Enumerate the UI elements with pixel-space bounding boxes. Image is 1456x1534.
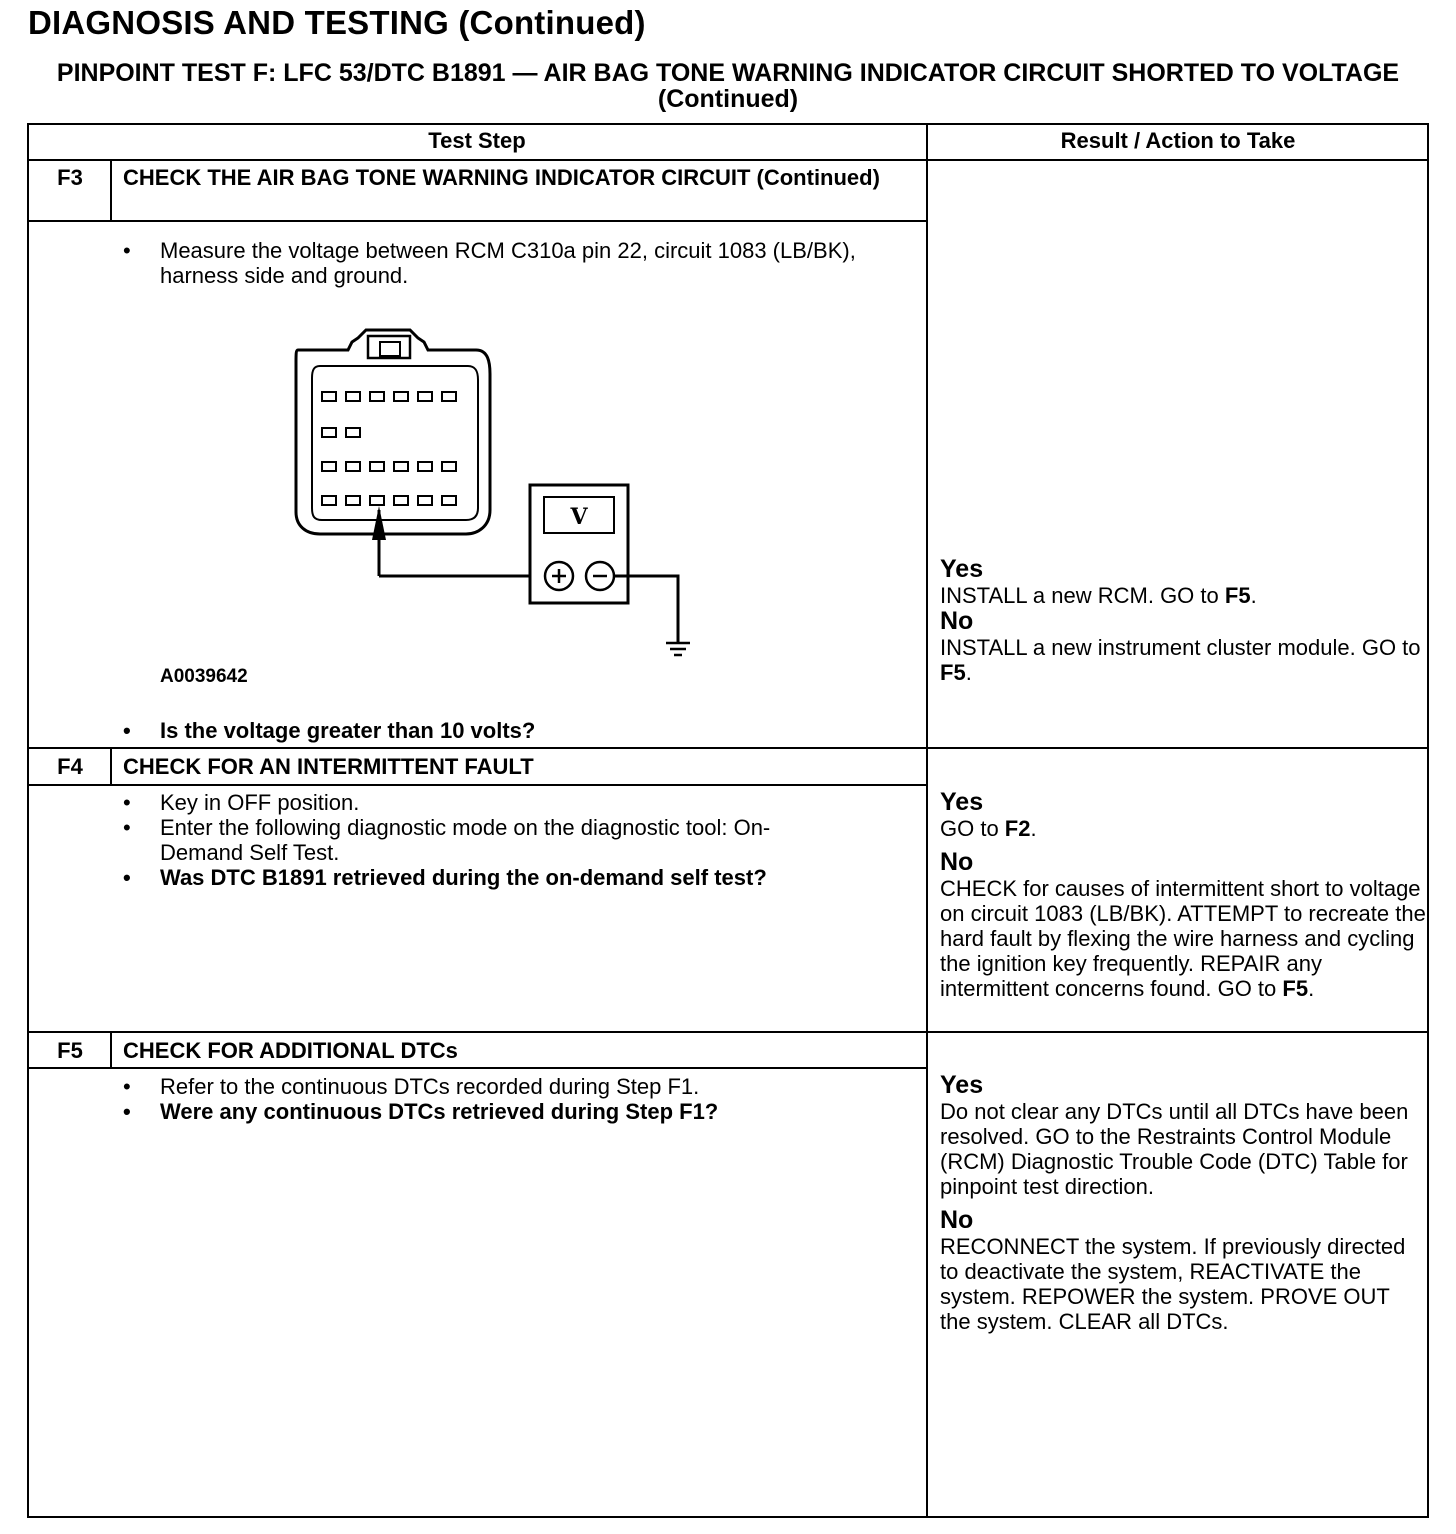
step-id-f3: F3 [57, 165, 83, 190]
f4-question: • Was DTC B1891 retrieved during the on-demand self test? [123, 865, 883, 890]
f3-no-action: INSTALL a new instrument cluster module. GO to F5. [940, 635, 1421, 685]
f4-no-label: No [940, 848, 974, 876]
step-id-divider-f5 [110, 1031, 112, 1069]
f5-bullet-refer: • Refer to the continuous DTCs recorded during Step F1. [123, 1074, 883, 1099]
f3-bullet-measure: • Measure the voltage between RCM C310a pin 22, circuit 1083 (LB/BK), harness side and ground. [123, 238, 883, 288]
step-id-f5: F5 [57, 1038, 83, 1063]
f3-heading-rule [27, 220, 927, 222]
step-heading-f3: CHECK THE AIR BAG TONE WARNING INDICATOR CIRCUIT (Continued) [123, 165, 880, 190]
step-id-divider-f3 [110, 159, 112, 222]
header-rule [27, 159, 1429, 161]
f5-yes-action: Do not clear any DTCs until all DTCs have been resolved. GO to the Restraints Control Module (RCM) Diagnostic Trouble Code (DTC) Table for pinpoint test direction. [940, 1099, 1409, 1199]
f3-instructions [123, 238, 883, 288]
f4-no-action: CHECK for causes of intermittent short to voltage on circuit 1083 (LB/BK). ATTEMPT to recreate the hard fault by flexing the wire harness and cycling the ignition key frequently. REPAIR any intermittent concerns found. GO to F5. [940, 876, 1426, 1001]
f5-question: • Were any continuous DTCs retrieved during Step F1? [123, 1099, 883, 1124]
column-divider [926, 123, 928, 1518]
f3-result [940, 556, 1426, 685]
step-heading-f4: CHECK FOR AN INTERMITTENT FAULT [123, 754, 534, 779]
step-id-f4: F4 [57, 754, 83, 779]
f3-row-rule [27, 747, 1429, 749]
figure-code: A0039642 [160, 666, 248, 687]
f3-yes-label: Yes [940, 555, 984, 583]
connector-lock-slot [380, 342, 400, 356]
f5-no-label: No [940, 1206, 974, 1234]
f4-row-rule [27, 1031, 1429, 1033]
ground-icon [666, 643, 690, 655]
page-title: DIAGNOSIS AND TESTING (Continued) [28, 4, 646, 41]
column-header-test-step: Test Step [428, 128, 526, 153]
connector-voltmeter-diagram [280, 320, 720, 670]
f5-result [940, 1072, 1426, 1334]
voltmeter-unit-label: V [570, 504, 588, 530]
step-heading-f5: CHECK FOR ADDITIONAL DTCs [123, 1038, 458, 1063]
probe-arrow [372, 506, 386, 540]
f4-result [940, 789, 1426, 1001]
f3-question: • Is the voltage greater than 10 volts? [123, 718, 883, 743]
step-id-divider-f4 [110, 747, 112, 785]
f4-bullet-key: • Key in OFF position. [123, 790, 883, 815]
f3-question-list [123, 718, 883, 743]
pinpoint-test-title: PINPOINT TEST F: LFC 53/DTC B1891 — AIR BAG TONE WARNING INDICATOR CIRCUIT SHORTED TO VOLTAGE (Continued) [56, 59, 1400, 113]
connector-lock-tab [368, 336, 410, 358]
connector-pins [322, 392, 456, 505]
column-header-result: Result / Action to Take [1060, 128, 1296, 153]
f3-no-label: No [940, 607, 974, 635]
f5-instructions [123, 1074, 883, 1124]
f4-heading-rule [27, 784, 927, 786]
f5-no-action: RECONNECT the system. If previously directed to deactivate the system, REACTIVATE the system. REPOWER the system. PROVE OUT the system. CLEAR all DTCs. [940, 1234, 1406, 1334]
f4-yes-label: Yes [940, 788, 984, 816]
f4-instructions [123, 790, 883, 890]
f5-heading-rule [27, 1067, 927, 1069]
f4-yes-action: GO to F2. [940, 816, 1037, 841]
f4-bullet-mode: • Enter the following diagnostic mode on the diagnostic tool: On-Demand Self Test. [123, 815, 883, 865]
f3-yes-action: INSTALL a new RCM. GO to F5. [940, 583, 1257, 608]
f5-yes-label: Yes [940, 1071, 984, 1099]
